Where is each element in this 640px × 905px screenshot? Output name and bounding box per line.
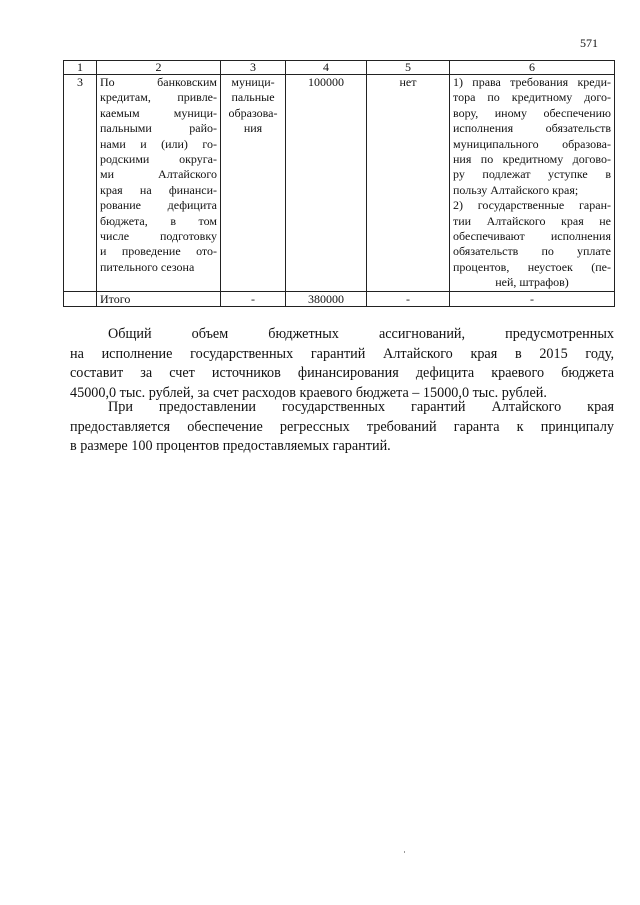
purpose-line: родскими округа-: [100, 152, 217, 167]
conditions-line: ней, штрафов): [495, 275, 569, 290]
paragraph-line: Общий объем бюджетных ассигнований, предусмотренных: [108, 326, 614, 342]
conditions-line: муниципального образова-: [453, 136, 611, 151]
scan-speck: [404, 851, 405, 853]
paragraph-line: на исполнение государственных гарантий Алтайского края в 2015 году,: [70, 345, 614, 362]
table-header-row: [64, 61, 615, 75]
paragraph-line: составит за счет источников финансирования дефицита краевого бюджета: [70, 365, 614, 381]
total-label: Итого: [97, 291, 221, 306]
paragraph-line: При предоставлении государственных гарантий Алтайского края: [108, 399, 614, 415]
conditions-line: ния по кредитному догово-: [453, 152, 611, 167]
page-number: 571: [580, 36, 598, 50]
purpose-line: ми Алтайского: [100, 167, 217, 182]
conditions-line: обязательств по уплате: [453, 244, 611, 259]
amount-cell: 100000: [286, 75, 367, 292]
category-line: пальные: [231, 90, 275, 105]
purpose-line: и проведение ото-: [100, 244, 217, 259]
purpose-line: числе подготовку: [100, 229, 217, 244]
conditions-cell: [450, 75, 615, 292]
category-cell: [221, 75, 286, 292]
conditions-line: обеспечивают исполнения: [453, 229, 611, 244]
conditions-line: процентов, неустоек (пе-: [453, 259, 611, 274]
conditions-line: ру подлежат уступке в: [453, 167, 611, 182]
table-row: [64, 75, 615, 292]
total-empty-cell: [64, 291, 97, 306]
conditions-line: тора по кредитному дого-: [453, 90, 611, 105]
conditions-line: тии Алтайского края не: [453, 213, 611, 228]
conditions-line: пользу Алтайского края;: [453, 182, 579, 197]
total-check: -: [367, 291, 450, 306]
header-cell: 4: [286, 61, 367, 75]
purpose-line: пительного сезона: [100, 259, 195, 274]
paragraph-regress-security: [70, 398, 614, 457]
category-line: ния: [243, 121, 263, 136]
header-cell: 5: [367, 61, 450, 75]
purpose-line: пальными райо-: [100, 121, 217, 136]
category-line: муници-: [231, 75, 275, 89]
conditions-line: исполнения обязательств: [453, 121, 611, 136]
purpose-line: По банковским: [100, 75, 217, 89]
header-cell: 1: [64, 61, 97, 75]
paragraph-line: 45000,0 тыс. рублей, за счет расходов краевого бюджета – 15000,0 тыс. рублей.: [70, 384, 547, 401]
paragraph-line: предоставляется обеспечение регрессных требований гаранта к принципалу: [70, 418, 614, 435]
header-cell: 2: [97, 61, 221, 75]
purpose-line: края на финанси-: [100, 182, 217, 197]
total-conditions: -: [450, 291, 615, 306]
paragraph-line: в размере 100 процентов предоставляемых гарантий.: [70, 438, 391, 454]
header-cell: 6: [450, 61, 615, 75]
conditions-line: вору, иному обеспечению: [453, 105, 611, 120]
header-cell: 3: [221, 61, 286, 75]
purpose-line: каемым муници-: [100, 105, 217, 120]
guarantees-table: [63, 60, 615, 307]
total-category: -: [221, 291, 286, 306]
purpose-cell: [97, 75, 221, 292]
purpose-line: нами и (или) го-: [100, 136, 217, 151]
purpose-line: рование дефицита: [100, 198, 217, 213]
category-line: образова-: [228, 105, 278, 120]
conditions-line: 2) государственные гаран-: [453, 198, 611, 213]
purpose-line: бюджета, в том: [100, 213, 217, 228]
paragraph-budget-allocations: [70, 325, 614, 403]
conditions-line: 1) права требования креди-: [453, 75, 611, 89]
check-cell: нет: [367, 75, 450, 292]
table-total-row: [64, 291, 615, 306]
purpose-line: кредитам, привле-: [100, 90, 217, 105]
row-number-cell: 3: [64, 75, 97, 292]
total-amount: 380000: [286, 291, 367, 306]
